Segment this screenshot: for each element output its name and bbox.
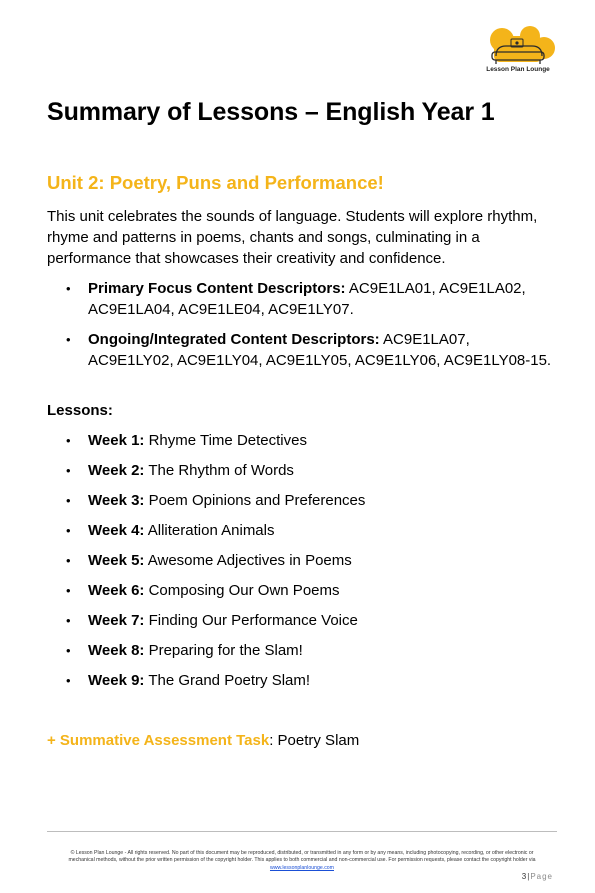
- descriptor-item-primary: [47, 278, 557, 320]
- lesson-title: The Rhythm of Words: [144, 462, 294, 479]
- lesson-item: [47, 611, 557, 641]
- lesson-item: [47, 641, 557, 671]
- week-label: Week 4:: [88, 522, 145, 539]
- lesson-title: Finding Our Performance Voice: [144, 612, 358, 629]
- unit-intro: This unit celebrates the sounds of language. Students will explore rhythm, rhyme and patterns in poems, chants and songs, culminating in a performance that showcases their creativity and confidence.: [47, 208, 538, 267]
- week-label: Week 3:: [88, 492, 145, 509]
- logo-caption: Lesson Plan Lounge: [486, 66, 550, 73]
- page-number-value: 3: [521, 872, 527, 881]
- page-number-separator: |: [527, 872, 530, 881]
- lesson-item: [47, 581, 557, 611]
- lesson-title: Preparing for the Slam!: [144, 642, 303, 659]
- descriptor-list: [47, 278, 557, 380]
- week-label: Week 6:: [88, 582, 145, 599]
- footer-copyright: © Lesson Plan Lounge - All rights reserved. No part of this document may be reproduced, distributed, or transmitted in any form or by any means, including photocopying, recording, or other electronic or mechanical methods, without the prior written permission of the copyright holder. This applies to both commercial and non-commercial use. For permission requests, please contact the copyright holder via: [68, 850, 536, 863]
- lesson-item: [47, 551, 557, 581]
- descriptor-codes: AC9E1LA01, AC9E1LA02, AC9E1LA04, AC9E1LE04, AC9E1LY07.: [88, 280, 526, 318]
- page-word: Page: [530, 872, 553, 881]
- assessment-value: : Poetry Slam: [269, 732, 360, 749]
- lesson-item: [47, 461, 557, 491]
- lesson-item: [47, 491, 557, 521]
- unit-heading: Unit 2: Poetry, Puns and Performance!: [47, 172, 384, 193]
- lesson-list: [47, 431, 557, 701]
- week-label: Week 9:: [88, 672, 145, 689]
- lesson-title: Rhyme Time Detectives: [144, 432, 307, 449]
- descriptor-item-ongoing: [47, 329, 557, 371]
- week-label: Week 8:: [88, 642, 145, 659]
- footer-website-link[interactable]: www.lessonplanlounge.com: [269, 865, 334, 871]
- lesson-title: Poem Opinions and Preferences: [144, 492, 366, 509]
- lesson-title: Alliteration Animals: [144, 522, 275, 539]
- assessment-label: + Summative Assessment Task: [47, 732, 270, 749]
- lesson-title: Awesome Adjectives in Poems: [144, 552, 352, 569]
- footer-divider: [47, 831, 557, 832]
- descriptor-codes: AC9E1LA07, AC9E1LY02, AC9E1LY04, AC9E1LY05, AC9E1LY06, AC9E1LY08-15.: [88, 331, 552, 369]
- lesson-item: [47, 431, 557, 461]
- week-label: Week 2:: [88, 462, 145, 479]
- week-label: Week 1:: [88, 432, 145, 449]
- lessons-label: Lessons:: [47, 402, 113, 419]
- page-number: [522, 872, 553, 881]
- summative-assessment: [47, 732, 359, 749]
- lesson-title: The Grand Poetry Slam!: [144, 672, 311, 689]
- page-title: Summary of Lessons – English Year 1: [47, 98, 495, 126]
- lesson-item: [47, 671, 557, 701]
- descriptor-label: Primary Focus Content Descriptors:: [88, 280, 346, 297]
- descriptor-label: Ongoing/Integrated Content Descriptors:: [88, 331, 380, 348]
- lesson-item: [47, 521, 557, 551]
- week-label: Week 5:: [88, 552, 145, 569]
- lesson-title: Composing Our Own Poems: [144, 582, 340, 599]
- week-label: Week 7:: [88, 612, 145, 629]
